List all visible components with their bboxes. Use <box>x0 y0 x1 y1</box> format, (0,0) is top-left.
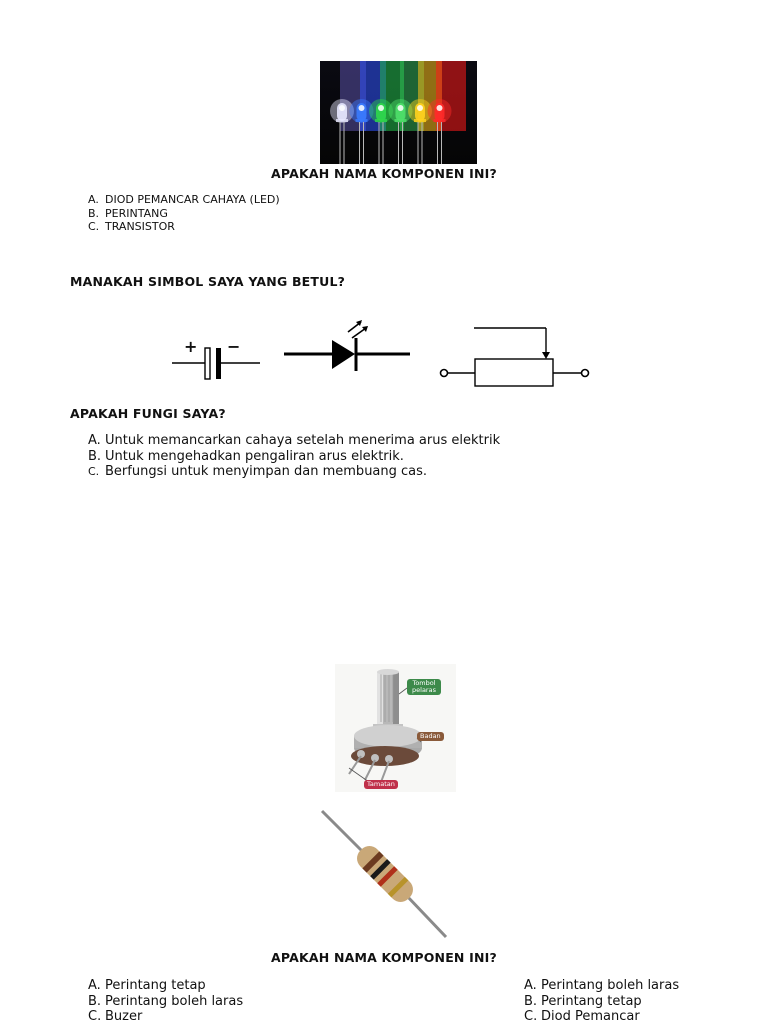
potentiometer-photo <box>335 664 456 792</box>
q4-right-options <box>524 978 679 1025</box>
led-photo-graphic <box>320 61 477 164</box>
q3-option-a[interactable]: A. Untuk memancarkan cahaya setelah menerima arus elektrik <box>88 433 501 448</box>
resistor-photo <box>320 809 448 939</box>
q4-right-option-a[interactable]: A. Perintang boleh laras <box>524 978 680 993</box>
q4-right-option-c[interactable]: C. Diod Pemancar <box>524 1009 640 1024</box>
q4-left-option-a[interactable]: A. Perintang tetap <box>88 978 206 993</box>
body-label: Badan <box>417 732 444 741</box>
q3-option-b[interactable]: B. Untuk mengehadkan pengaliran arus elektrik. <box>88 448 404 464</box>
q1-option-b[interactable]: B. PERINTANG <box>88 206 168 220</box>
q3-options <box>88 433 500 480</box>
q4-title: APAKAH NAMA KOMPONEN INI? <box>271 950 497 965</box>
q1-option-c[interactable]: C. TRANSISTOR <box>88 220 175 233</box>
q3-option-c[interactable]: C. Berfungsi untuk menyimpan dan membuang cas. <box>88 464 428 479</box>
variable-resistor-symbol-icon[interactable] <box>437 325 592 389</box>
q4-left-option-b[interactable]: B. Perintang boleh laras <box>88 993 244 1009</box>
capacitor-plus-sign: + <box>184 337 198 356</box>
capacitor-minus-sign: − <box>227 337 241 356</box>
q4-right-option-b[interactable]: B. Perintang tetap <box>524 993 642 1009</box>
capacitor-symbol-icon[interactable] <box>170 338 262 384</box>
q3-title: APAKAH FUNGI SAYA? <box>70 406 226 421</box>
knob-label: Tombol pelaras <box>407 679 441 695</box>
q1-title: APAKAH NAMA KOMPONEN INI? <box>271 166 497 181</box>
q1-option-a[interactable]: A. DIOD PEMANCAR CAHAYA (LED) <box>88 193 280 206</box>
led-photo <box>320 61 477 164</box>
q4-left-option-c[interactable]: C. Buzer <box>88 1009 143 1024</box>
q4-left-options <box>88 978 243 1025</box>
terminal-label: Tamatan <box>364 780 398 789</box>
q2-title: MANAKAH SIMBOL SAYA YANG BETUL? <box>70 274 346 289</box>
q1-options <box>88 193 280 234</box>
led-symbol-icon[interactable] <box>282 316 412 376</box>
